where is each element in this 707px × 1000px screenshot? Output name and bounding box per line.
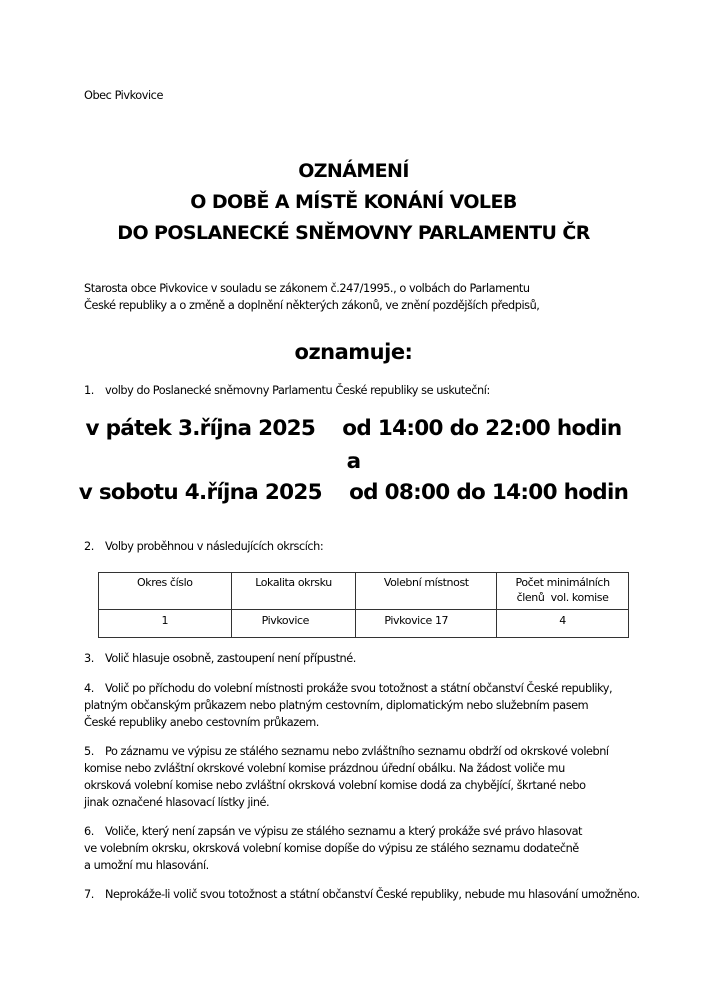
districts-table — [98, 572, 629, 638]
item-number: 4. — [84, 682, 94, 695]
item-number: 3. — [84, 652, 94, 665]
schedule-day-2-time: od 08:00 do 14:00 hodin — [349, 480, 629, 505]
cell-district-number: 1 — [99, 610, 232, 638]
item-text: platným občanským průkazem nebo platným cestovním, diplomatickým nebo služebním pasem — [84, 699, 589, 712]
list-item-4 — [84, 680, 612, 731]
item-number: 1. — [84, 384, 94, 397]
item-text: Volby proběhnou v následujících okrscích: — [105, 540, 324, 553]
item-number: 5. — [84, 745, 94, 758]
item-text: České republiky anebo cestovním průkazem. — [84, 716, 319, 729]
cell-district-location: Pivkovice — [231, 610, 356, 638]
item-text: ve volebním okrsku, okrsková volební komise dopíše do výpisu ze stálého seznamu dodatečně — [84, 842, 579, 855]
list-item-7 — [84, 886, 640, 903]
schedule-day-2 — [0, 478, 707, 508]
header-district-number: Okres číslo — [99, 573, 232, 610]
list-item-1 — [84, 382, 490, 399]
list-item-6 — [84, 823, 582, 874]
item-text: volby do Poslanecké sněmovny Parlamentu České republiky se uskuteční: — [105, 384, 490, 397]
table-header-row — [99, 573, 629, 610]
item-text: Voliče, který není zapsán ve výpisu ze stálého seznamu a který prokáže své právo hlasovat — [105, 825, 583, 838]
document-title-line-2: O DOBĚ A MÍSTĚ KONÁNÍ VOLEB — [190, 191, 517, 213]
header-polling-room: Volební místnost — [356, 573, 497, 610]
item-text: a umožní mu hlasování. — [84, 859, 209, 872]
schedule-day-1-time: od 14:00 do 22:00 hodin — [342, 416, 622, 441]
item-text: Neprokáže-li volič svou totožnost a státní občanství České republiky, nebude mu hlasování umožněno. — [105, 888, 640, 901]
header-district-location: Lokalita okrsku — [231, 573, 356, 610]
header-min-members — [497, 573, 629, 610]
schedule-day-2-date: v sobotu 4.října 2025 — [78, 480, 322, 505]
item-text: Po záznamu ve výpisu ze stálého seznamu nebo zvláštního seznamu obdrží od okrskové volební — [105, 745, 609, 758]
header-min-members-line-1: Počet minimálních — [515, 576, 610, 589]
item-number: 7. — [84, 888, 94, 901]
item-text: jinak označené hlasovací lístky jiné. — [84, 796, 270, 809]
item-number: 6. — [84, 825, 94, 838]
item-text: Volič po příchodu do volební místnosti prokáže svou totožnost a státní občanství České republiky, — [105, 682, 613, 695]
item-text: okrsková volební komise nebo zvláštní okrsková volební komise dodá za chybějící, škrtané nebo — [84, 779, 586, 792]
cell-polling-room: Pivkovice 17 — [356, 610, 497, 638]
list-item-2 — [84, 538, 323, 555]
list-item-3 — [84, 650, 356, 667]
document-title-line-1: OZNÁMENÍ — [298, 160, 409, 182]
announces-heading: oznamuje: — [294, 340, 413, 364]
item-text: komise nebo zvláštní okrskové volební komise prázdnou úřední obálku. Na žádost voliče mu — [84, 762, 565, 775]
schedule-day-1 — [0, 414, 707, 444]
cell-min-members: 4 — [497, 610, 629, 638]
header-min-members-line-2: členů vol. komise — [516, 591, 609, 604]
schedule-day-1-date: v pátek 3.října 2025 — [85, 416, 316, 441]
intro-line: České republiky a o změně a doplnění některých zákonů, ve znění pozdějších předpisů, — [84, 299, 540, 312]
intro-paragraph — [84, 280, 539, 314]
document-title-line-3: DO POSLANECKÉ SNĚMOVNY PARLAMENTU ČR — [117, 222, 590, 244]
item-number: 2. — [84, 540, 94, 553]
item-text: Volič hlasuje osobně, zastoupení není přípustné. — [105, 652, 356, 665]
schedule-connector: a — [346, 449, 361, 474]
municipality-name: Obec Pivkovice — [84, 89, 163, 102]
list-item-5 — [84, 743, 609, 811]
table-row — [99, 610, 629, 638]
intro-line: Starosta obce Pivkovice v souladu se zákonem č.247/1995., o volbách do Parlamentu — [84, 282, 530, 295]
